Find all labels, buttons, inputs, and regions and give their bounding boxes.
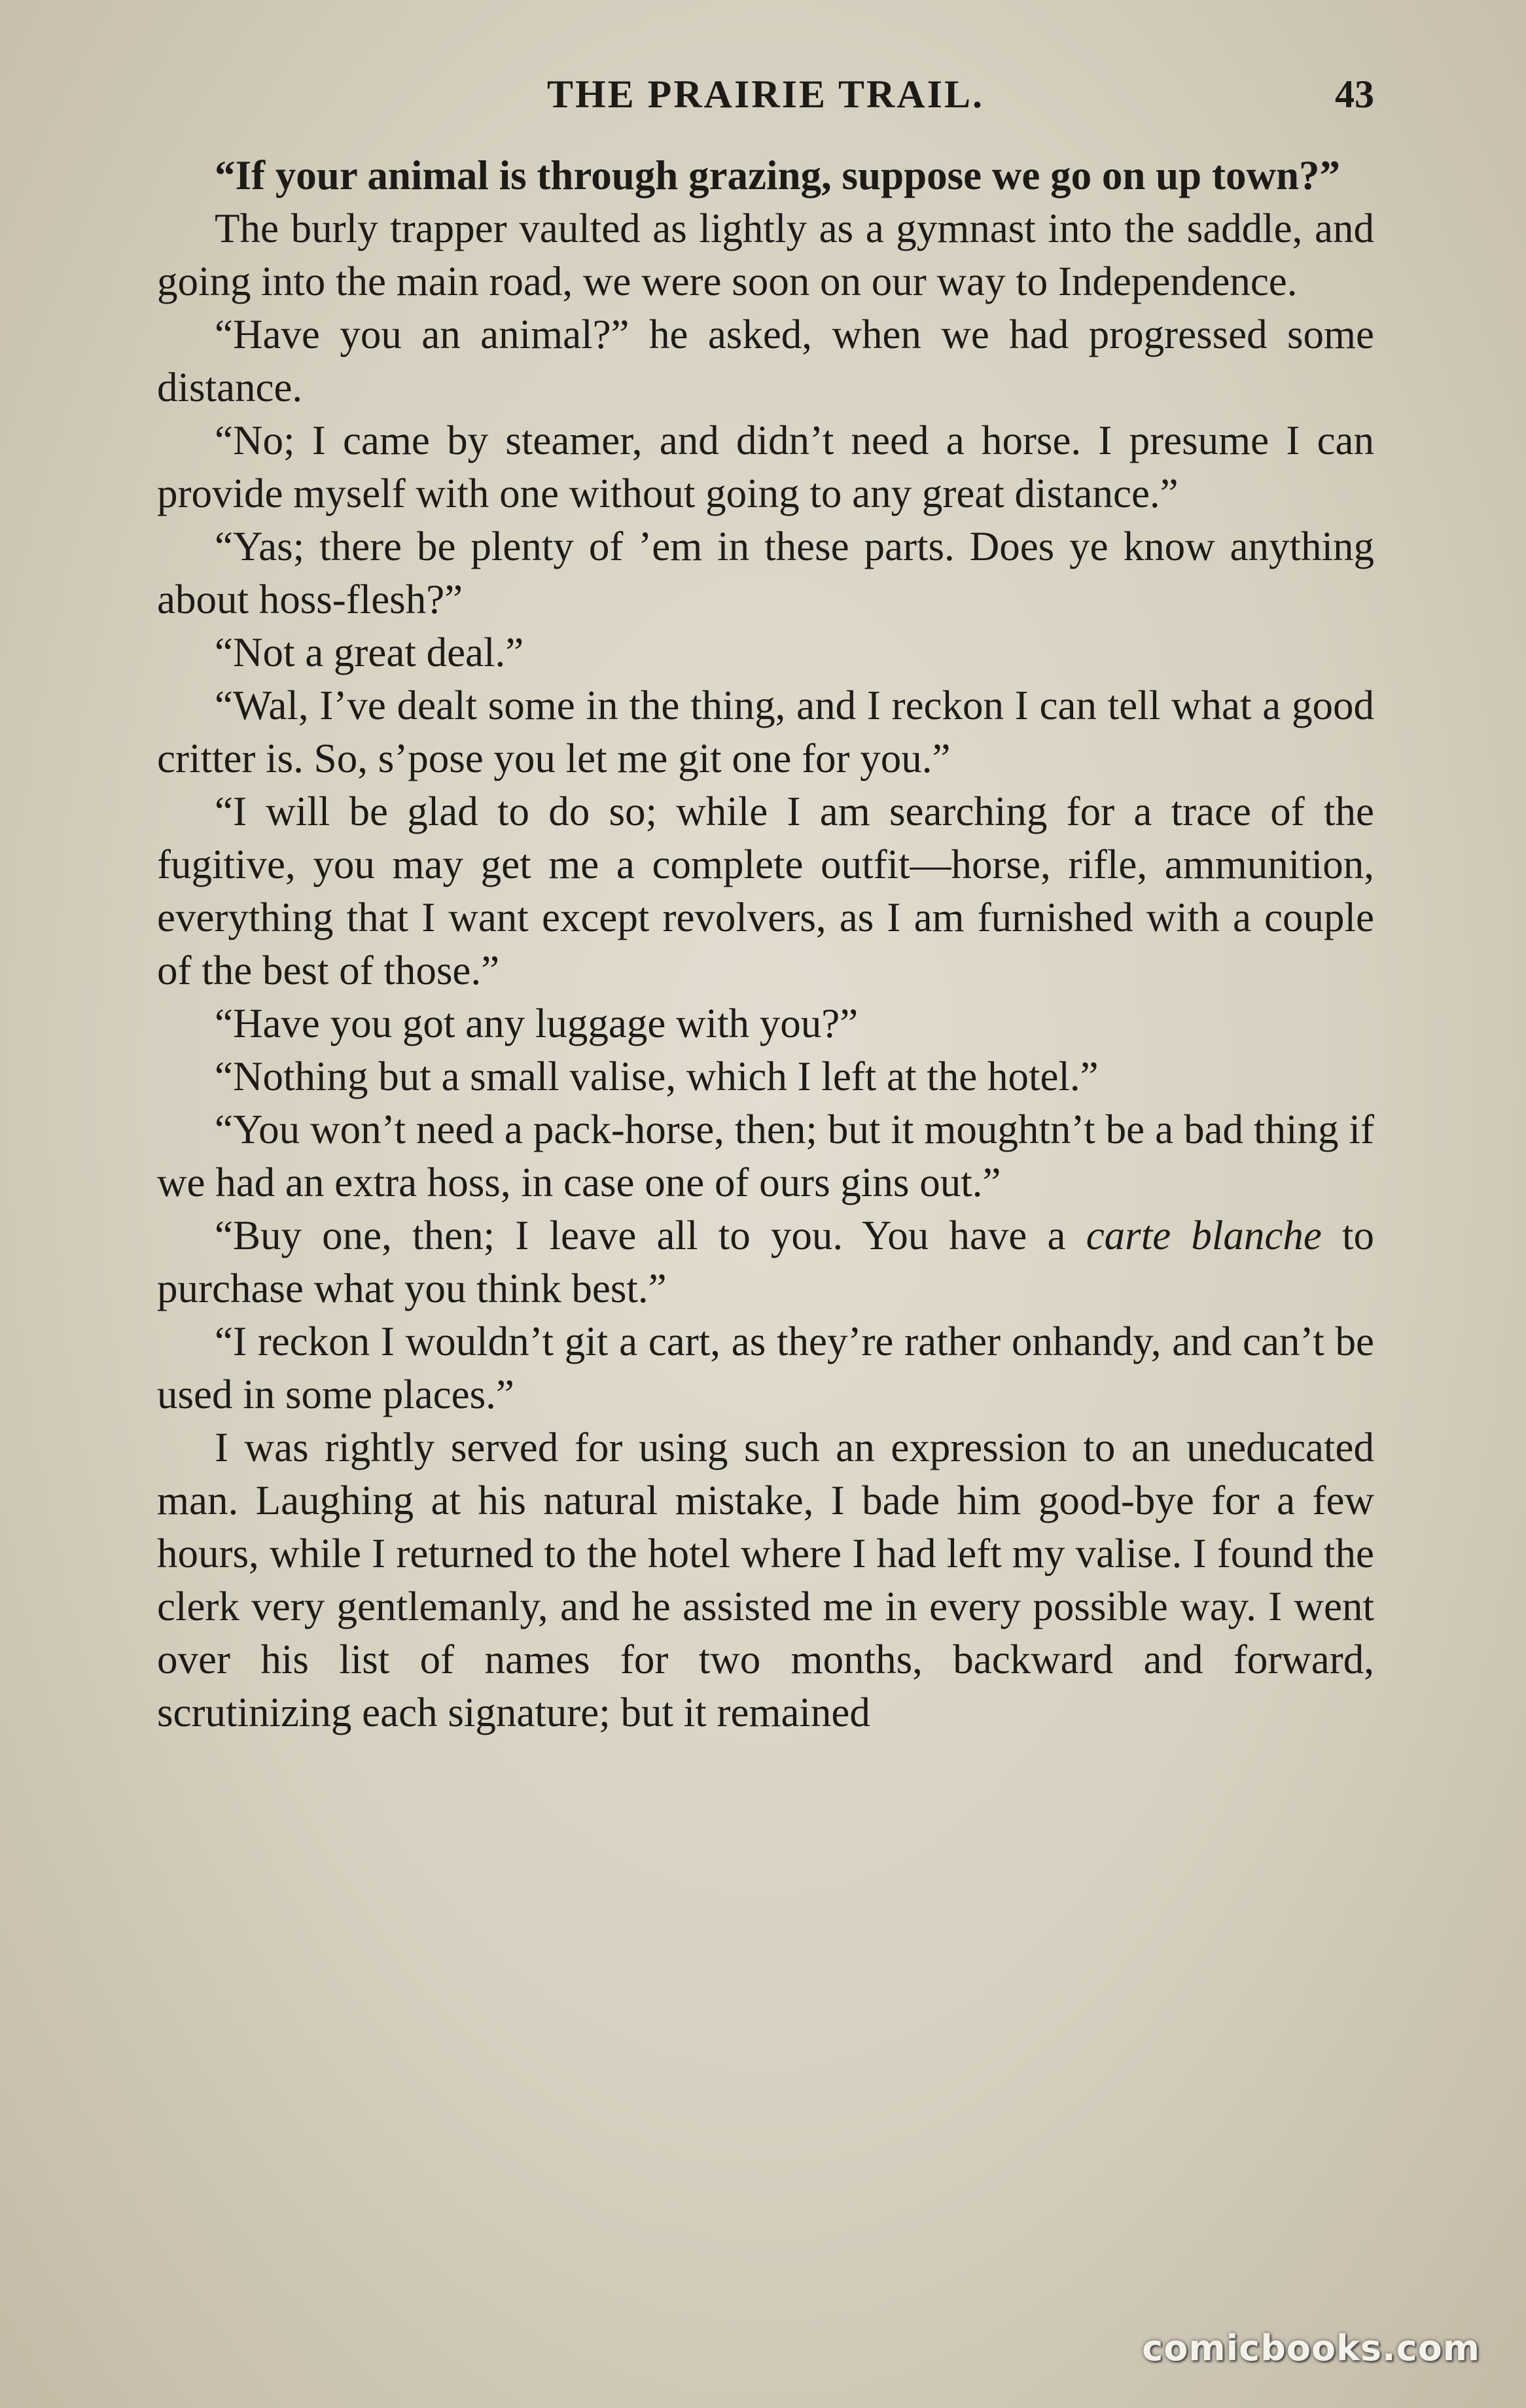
body-text [157, 149, 1374, 1739]
paragraph: “You won’t need a pack-horse, then; but it moughtn’t be a bad thing if we had an extra hoss, in case one of ours gins out.” [157, 1107, 1374, 1205]
paragraph: I was rightly served for using such an expression to an uneducated man. Laughing at his natural mistake, I bade him good-bye for a few hours, while I returned to the hotel where I had left my valise. I found the clerk very gentlemanly, and he assisted me in every possible way. I went over his list of names for two months, backward and forward, scrutinizing each signature; but it remained [157, 1425, 1374, 1735]
page-header [157, 72, 1374, 131]
running-title: THE PRAIRIE TRAIL. [546, 73, 985, 116]
paragraph: “Have you an animal?” he asked, when we had progressed some distance. [157, 311, 1374, 410]
page-number: 43 [1335, 73, 1374, 116]
watermark: comicbooks.com [1142, 2328, 1480, 2369]
paragraph-text: “Buy one, then; I leave all to you. You have a [215, 1213, 1086, 1258]
paragraph-text: to purchase what you think best.” [157, 1213, 1375, 1311]
paragraph: “Have you got any luggage with you?” [215, 1000, 859, 1046]
paragraph: “If your animal is through grazing, suppose we go on up town?” [215, 152, 1340, 198]
paragraph: “Wal, I’ve dealt some in the thing, and I reckon I can tell what a good critter is. So, s’pose you let me git one for you.” [157, 682, 1374, 781]
paragraph: The burly trapper vaulted as lightly as a gymnast into the saddle, and going into the main road, we were soon on our way to Independence. [157, 205, 1374, 304]
paragraph [157, 1209, 1374, 1315]
italic-phrase: carte blanche [1086, 1213, 1322, 1258]
paragraph: “I reckon I wouldn’t git a cart, as they’re rather onhandy, and can’t be used in some places.” [157, 1319, 1374, 1417]
paragraph: “I will be glad to do so; while I am searching for a trace of the fugitive, you may get me a complete outfit—horse, rifle, ammunition, everything that I want except revolvers, as I am furnished with a couple of the best of those.” [157, 788, 1374, 993]
paragraph: “Nothing but a small valise, which I left at the hotel.” [215, 1054, 1099, 1099]
paragraph: “Yas; there be plenty of ’em in these parts. Does ye know anything about hoss-flesh?” [157, 523, 1374, 622]
paragraph: “No; I came by steamer, and didn’t need a horse. I presume I can provide myself with one without going to any great distance.” [157, 417, 1374, 516]
paragraph: “Not a great deal.” [215, 629, 524, 675]
